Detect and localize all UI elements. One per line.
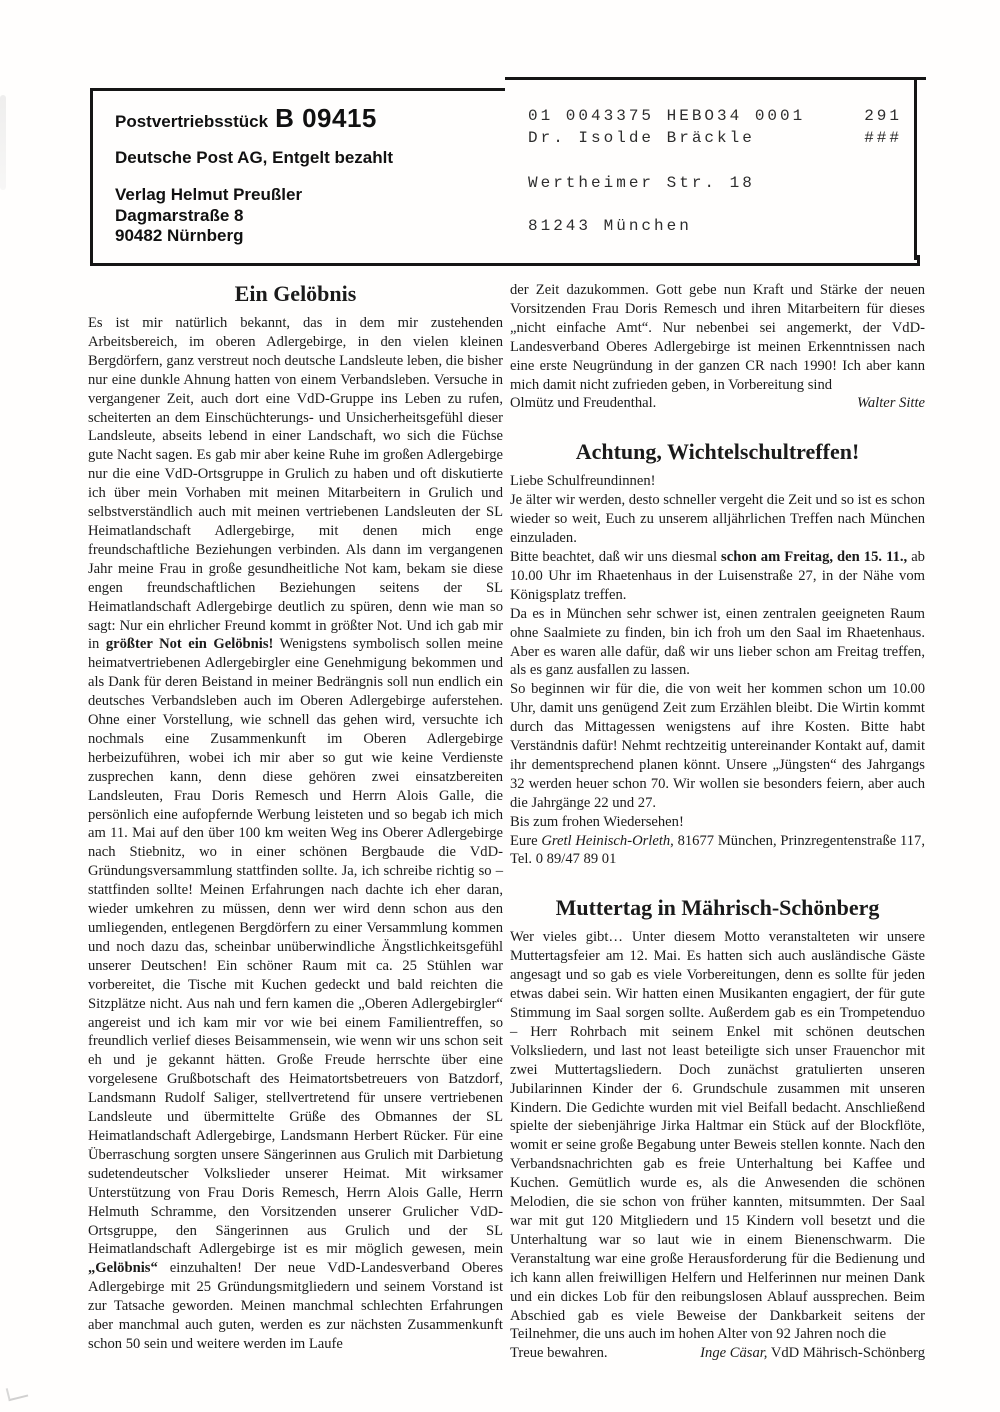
publisher-block (115, 185, 393, 247)
scan-artifact (0, 95, 6, 190)
right-column (510, 281, 925, 1363)
article-title-ein-geloebnis: Ein Gelöbnis (234, 281, 357, 306)
recipient-city: 81243 München (528, 217, 692, 235)
permit-label: Postvertriebsstück (115, 112, 269, 131)
article3-signature-line (510, 1344, 925, 1363)
left-column (88, 281, 503, 1354)
recipient-street: Wertheimer Str. 18 (528, 174, 755, 192)
recipient-row (528, 127, 902, 149)
sort-code: 01 0043375 HEBO34 0001 (528, 107, 806, 125)
article1-last-line: Olmütz und Freudenthal. (510, 395, 657, 412)
address-label (505, 77, 926, 255)
publisher-street: Dagmarstraße 8 (115, 205, 244, 225)
article2-closing-line: Bis zum frohen Wiedersehen! (510, 813, 684, 830)
article3-author: Inge Cäsar, VdD Mährisch-Schönberg (700, 1345, 925, 1362)
scan-artifact (6, 1384, 29, 1401)
article1-body-left: Es ist mir natürlich bekannt, das in dem mir zustehenden Arbeitsbereich, im oberen Adlergebirge, in den vielen kleinen Bergdörfern, ganz verstreut noch deutsche Landsleute leben, die bisher nur eine dunkle Ahnung hatten von einem Verbandsleben. Versuche in vergangener Zeit, auch dort eine VdD-Gruppe ins Leben zu rufen, scheiterten an dem Einschüchterungs- und Unsicherheitsgefühl dieser Landsleute, abseits lebend in einer Landschaft, wo sich die Füchse gute Nacht sagen. Es gab mir aber keine Ruhe im großen Adlergebirge nur die eine VdD-Ortsgruppe in Grulich zu haben und oft diskutierte ich über mein Vorhaben mit meinen Mitarbeitern in Grulich und selbstverständlich auch mit meinen vertriebenen Landsleuten der SL Heimatlandschaft Adlergebirge, mit denen mich enge freundschaftliche Beziehungen verbinden. Als dann im vergangenen Jahr meine Frau in große gesundheitliche Not kam, bekam sie diese engen freundschaftlichen Beziehungen seitens der SL Heimatlandschaft Adlergebirge deutlich zu spüren, denn wie man so sagt: Nur ein ehrlicher Freund kommt in größter Not. Und ich gab mir in größter Not ein Gelöbnis! Wenigstens symbolisch sollen meine heimatvertriebenen Adlergebirgler eine Genehmigung bekommen und als Dank für deren Beistand in meiner Bedrängnis soll nun endlich ein deutsches Verbandsleben auch im Oberen Adlergebirge auferstehen. Ohne einer Vorstellung, wie schnell das gehen wird, versuchte ich nochmals eine Zusammenkunft im Oberen Adlergebirge herbeizuführen, wobei ich mir aber so gut wie keine Verdienste zusprechen kann, denn diese gehören zwei einsatzbereiten Landsleuten, Frau Doris Remesch und Herrn Alois Galle, die persönlich eine aufopfernde Werbung leisteten und so begab ich mich am 11. Mai auf den über 100 km weiten Weg ins Oberer Adlergebirge nach Stiebnitz, wo in einer schönen Bergbaude die VdD-Gründungsversammlung stattfinden sollte. Ja, ich schreibe richtig so – stattfinden sollte! Meinen Erfahrungen nach dachte ich eher daran, wieder umkehren zu müssen, denn wer wird denn schon aus den umliegenden, entlegenen Bergdörfern zu einer Versammlung kommen und noch dazu das, scheinbar unüberwindliche Ängstlichkeitsgefühl unserer Deutschen! Ein schöner Raum mit ca. 25 Stühlen war vorbereitet, die Tische mit Kuchen gedeckt und bald reichten die Sitzplätze nicht. Aus nah und fern kamen die „Oberen Adlergebirgler“ angereist und ich kam mir vor wie bei einem Familientreffen, so freundlich verlief dieses Beisammensein, wie wenn wir uns schon seit eh und je gekannt hätten. Große Freude herrschte über eine vorgelesene Grußbotschaft des Heimatortsbetreuers von Batzdorf, Landsmann Rudolf Saliger, stellvertretend für unsere vertriebenen Landsleute und übermittelte Grüße des Obmannes der SL Heimatlandschaft Adlergebirge, Landsmann Herbert Rücker. Für eine Überraschung sorgten unsere Sängerinnen aus Grulich mit Darbietung sudetendeutscher Volkslieder unserer Heimat. Mit wirksamer Unterstützung von Frau Doris Remesch, Herrn Alois Galle, Herrn Helmuth Schramme, den Vorsitzenden unserer Grulicher VdD-Ortsgruppe, den Sängerinnen aus Grulich und der SL Heimatlandschaft Adlergebirge ist es mir möglich gewesen, mein „Gelöbnis“ einzuhalten! Der neue VdD-Landesverband Oberes Adlergebirge mit 25 Gründungsmitgliedern und seinem Vorstand ist zur Tatsache geworden. Meinen manchmal schlechten Erfahrungen aber manchmal auch guten, werden es zur nächsten Zusammenkunft schon 50 sein und weitere werden im Laufe (88, 315, 503, 1352)
article2-paragraph: Bitte beachtet, daß wir uns diesmal schon am Freitag, den 15. 11., ab 10.00 Uhr im Rhaetenhaus in der Luisenstraße 27, in der Nähe vom Königsplatz treffen. (510, 548, 925, 603)
recipient-marks: ### (864, 129, 902, 147)
permit-line (115, 103, 393, 134)
sender-block (115, 103, 393, 247)
article2-paragraph: Da es in München sehr schwer ist, einen zentralen geeigneten Raum ohne Saalmiete zu finden, bin ich froh um den Saal im Rhaetenhaus. Aber es waren alle dafür, daß wir uns lieber schon am Freitag treffen, als es ganz ausfallen zu lassen. (510, 605, 925, 679)
article2-paragraph: So beginnen wir für die, die von weit her kommen schon um 10.00 Uhr, damit uns genügend Zeit zum Erzählen bleibt. Die Wirtin kommt durch das Mittagessen wenigstens auf ihre Kosten. Bitte habt Verständnis dafür! Nehmt rechtzeitig untereinander Kontakt auf, damit ihr dementsprechend planen könnt. Unsere „Jüngsten“ des Jahrgangs 32 werden heuer schon 70. Wir wollen sie besonders feiern, aber auch die Jahrgänge 22 und 27. (510, 681, 925, 811)
article2-paragraph: Je älter wir werden, desto schneller vergeht die Zeit und so ist es schon wieder so weit, Euch zu unserem alljährlichen Treffen nach München einzuladen. (510, 492, 925, 547)
article3-body: Wer vieles gibt… Unter diesem Motto veranstalteten wir unsere Muttertagsfeier am 12. Mai. Es hatten sich auch ausländische Gäste angesagt und so gab es viele Vorbereitungen, denn es sollte für jeden etwas dabei sein. Wir hatten einen Musikanten engagiert, der für gute Stimmung im Saal sorgen sollte. Außerdem gab es ein Trompetenduo – Herr Rohrbach mit seinem Enkel mit schönen deutschen Volksliedern, und last not least beteiligte sich unser Frauenchor mit zwei Muttertagsliedern. Doch zunächst gratulierten unseren Jubilarinnen Kinder der 6. Grundschule zusammen mit unseren Kindern. Die Gedichte wurden mit viel Beifall bedacht. Anschließend spielte der siebenjährige Jirka Haltmar ein Stück auf der Blockflöte, womit er seine große Begabung unter Beweis stellen konnte. Nach den Verbandsnachrichten gab es freie Unterhaltung bei Kaffee und Kuchen. Gemütlich wurde es, als die Anwesenden die schönen Melodien, die sie schon von früher kannten, mitsummten. Der Saal war mit gut 120 Mitgliedern und 15 Kindern voll besetzt und die Unterhaltung war so laut wie in einem Bienenschwarm. Die Veranstaltung war eine große Herausforderung für die Bedienung und ich kann allen freiwilligen Helfern und Helferinnen nur meinen Dank und ein dickes Lob für den reibungslosen Ablauf aussprechen. Beim Abschied gab es viele Beweise der Dankbarkeit seitens der Teilnehmer, die uns auch im hohen Alter von 92 Jahren noch die (510, 929, 925, 1343)
permit-code: B 09415 (275, 103, 377, 133)
publisher-name: Verlag Helmut Preußler (115, 185, 303, 204)
article-title-wichtelschultreffen: Achtung, Wichtelschultreffen! (575, 439, 860, 465)
publisher-city: 90482 Nürnberg (115, 226, 244, 245)
article-title-muttertag: Muttertag in Mährisch-Schönberg (555, 895, 880, 921)
article1-signature-line (510, 394, 925, 413)
article3-last-line: Treue bewahren. (510, 1345, 608, 1362)
box-border-patch (914, 77, 917, 260)
article2-contact-line: Eure Gretl Heinisch-Orleth, 81677 München, Prinzregentenstraße 117, Tel. 0 89/47 89 01 (510, 832, 925, 868)
recipient-name: Dr. Isolde Bräckle (528, 129, 755, 147)
article1-author: Walter Sitte (857, 395, 925, 412)
article1-body-continued: der Zeit dazukommen. Gott gebe nun Kraft und Stärke der neuen Vorsitzenden Frau Doris Remesch und ihren Mitarbeitern für dieses „nicht einfache Amt“. Nur nebenbei sei angemerkt, der VdD-Landesverband Oberes Adlergebirge ist meinen Erkenntnissen nach eine erste Neugründung in der ganzen CR nach 1990! Ich aber kann mich damit nicht zufrieden geben, in Vorbereitung sind (510, 282, 925, 393)
postage-paid-line: Deutsche Post AG, Entgelt bezahlt (115, 148, 394, 167)
route-code: 291 (864, 107, 902, 125)
article2-salutation: Liebe Schulfreundinnen! (510, 473, 656, 490)
sort-code-row (528, 105, 902, 127)
